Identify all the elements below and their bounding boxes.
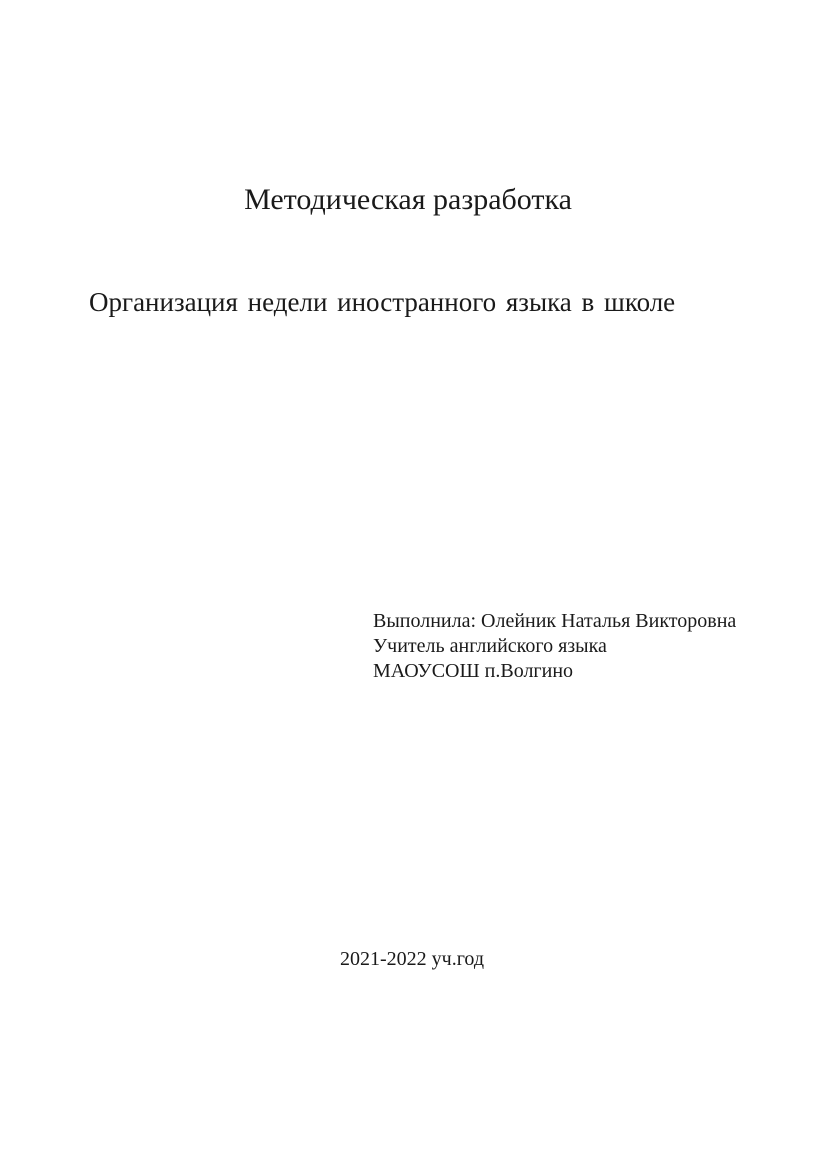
author-name-line: Выполнила: Олейник Наталья Викторовна — [373, 610, 737, 632]
author-school-line: МАОУСОШ п.Волгино — [373, 660, 574, 682]
document-title-text: Методическая разработка — [244, 183, 572, 216]
document-title — [0, 182, 816, 218]
author-info — [373, 609, 736, 684]
document-subtitle: Организация недели иностранного языка в школе — [89, 287, 676, 317]
author-position-line: Учитель английского языка — [373, 635, 607, 657]
academic-year: 2021-2022 уч.год — [340, 948, 485, 970]
